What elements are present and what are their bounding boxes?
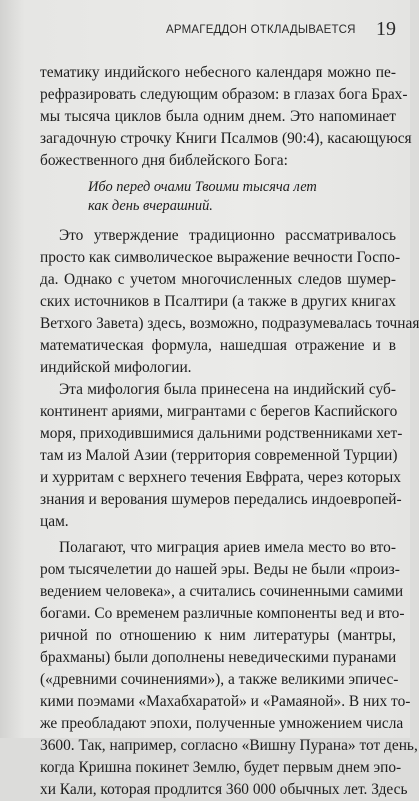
text-line: загадочную строчку Книги Псалмов (90:4), касающуюся — [40, 130, 412, 147]
text-line: моря, приходившимися дальними родственниками хет- — [40, 425, 403, 442]
paragraph-4 — [40, 537, 418, 801]
page-header — [166, 18, 396, 42]
text-line: математическая формула, нашедшая отражение и в — [40, 337, 396, 354]
text-line: божественного дня библейского Бога: — [40, 152, 288, 169]
text-line: («древними сочинениями»), а также великими эпичес- — [40, 671, 399, 688]
text-line: же преобладают эпохи, полученные умножением числа — [40, 715, 404, 732]
text-line: индийской мифологии. — [40, 359, 192, 376]
text-line: и хурритам с верхнего течения Евфрата, через которых — [40, 469, 401, 486]
text-line: да. Однако с учетом многочисленных следов шумер- — [40, 271, 396, 288]
text-line: Ветхого Завета) здесь, возможно, подразумевалась точная — [40, 315, 419, 332]
text-line: брахманы) были дополнены неведическими пуранами — [40, 649, 397, 666]
text-line: ричной по отношению к ним литературы (мантры, — [40, 627, 396, 644]
text-line: тематику индийского небесного календаря можно пе- — [40, 64, 396, 81]
quote-line: Ибо перед очами Твоими тысяча лет — [88, 179, 317, 195]
page-number: 19 — [376, 18, 396, 40]
text-line: ских источников в Псалтири (а также в других книгах — [40, 293, 396, 310]
body-text — [40, 62, 419, 801]
psalm-quote — [40, 178, 396, 216]
text-line: мы тысяча циклов была одним днем. Это напоминает — [40, 108, 396, 125]
text-line: ведением человека», а считались сочиненными самими — [40, 583, 404, 600]
paragraph-2 — [40, 225, 419, 379]
text-line: просто как символическое выражение вечности Госпо- — [40, 249, 401, 266]
paragraph-3 — [40, 379, 403, 533]
text-line: там из Малой Азии (территория современной Турции) — [40, 447, 398, 464]
text-line: 3600. Так, например, согласно «Вишну Пурана» тот день, — [40, 737, 418, 754]
text-line: Полагают, что миграция ариев имела место во вто- — [59, 539, 396, 556]
text-line: богами. Со временем различные компоненты вед и вто- — [40, 605, 405, 622]
text-line: знания и верования шумеров передались индоевропей- — [40, 491, 402, 508]
running-title: АРМАГЕДДОН ОТКЛАДЫВАЕТСЯ — [166, 24, 356, 36]
text-line: хи Кали, которая продлится 360 000 обычных лет. Здесь — [40, 781, 408, 798]
text-line: цам. — [40, 513, 69, 530]
text-line: рефразировать следующим образом: в глазах бога Брах- — [40, 86, 408, 103]
paragraph-1 — [40, 62, 412, 172]
text-line: кими поэмами «Махабхаратой» и «Рамаяной». В них то- — [40, 693, 411, 710]
text-line: когда Кришна покинет Землю, будет первым днем эпо- — [40, 759, 402, 776]
quote-line: как день вчерашний. — [88, 198, 213, 214]
text-line: Эта мифология была принесена на индийский суб- — [59, 381, 396, 398]
text-line: Это утверждение традиционно рассматривалось — [59, 227, 396, 244]
text-line: континент ариями, мигрантами с берегов Каспийского — [40, 403, 398, 420]
text-line: ром тысячелетии до нашей эры. Веды не были «произ- — [40, 561, 400, 578]
